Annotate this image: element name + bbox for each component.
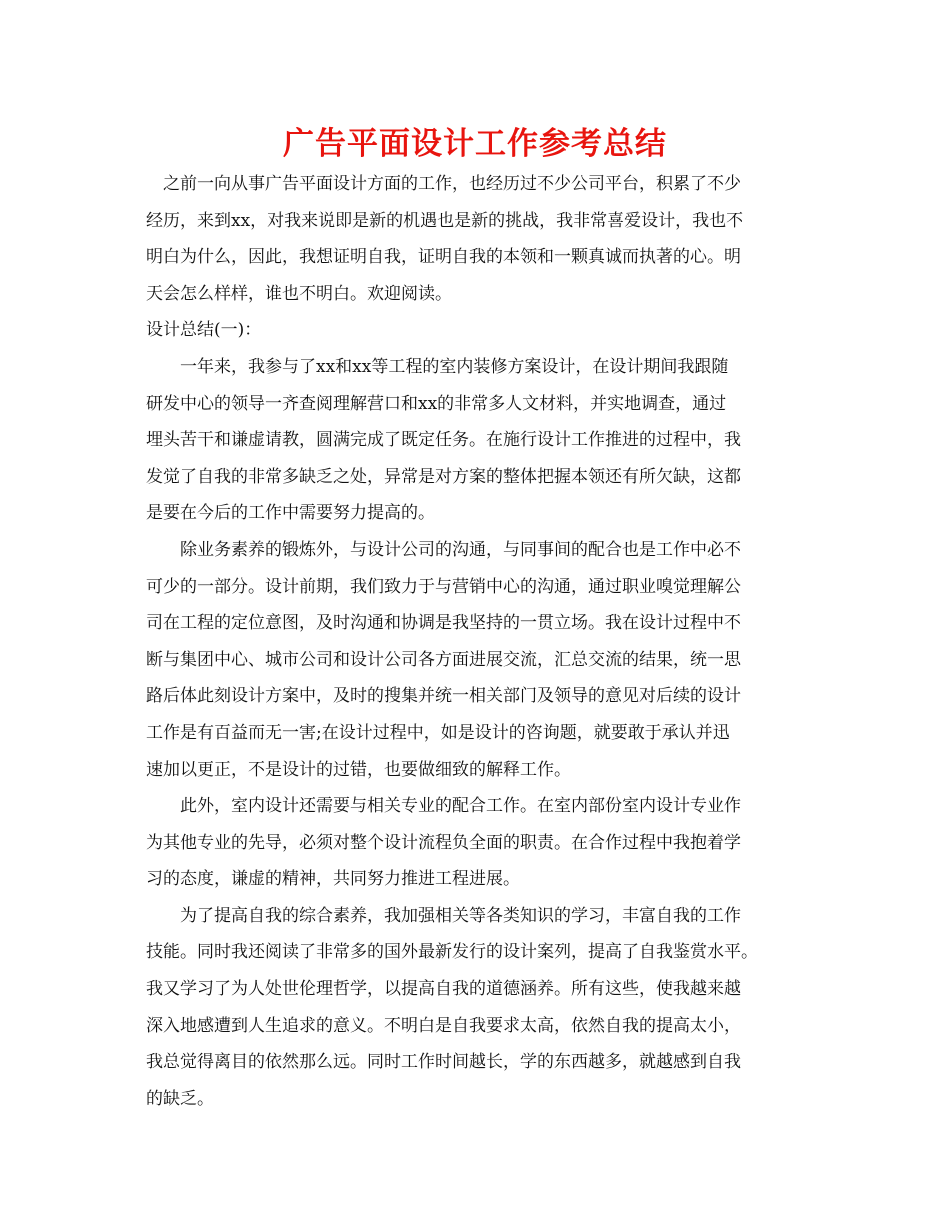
paragraph-line: 技能。同时我还阅读了非常多的国外最新发行的设计案列，提高了自我鉴赏水平。 — [146, 942, 758, 963]
paragraph-line: 路后体此刻设计方案中，及时的搜集并统一相关部门及领导的意见对后续的设计 — [146, 686, 741, 707]
paragraph-line: 深入地感遭到人生追求的意义。不明白是自我要求太高，依然自我的提高太小， — [146, 1015, 741, 1036]
paragraph-line: 我又学习了为人处世伦理哲学，以提高自我的道德涵养。所有这些，使我越来越 — [146, 979, 741, 1000]
paragraph-line: 一年来，我参与了xx和xx等工程的室内装修方案设计，在设计期间我跟随 — [146, 356, 729, 377]
paragraph-line: 工作是有百益而无一害;在设计过程中，如是设计的咨询题，就要敢于承认并迅 — [146, 722, 730, 743]
paragraph-line: 此外，室内设计还需要与相关专业的配合工作。在室内部份室内设计专业作 — [146, 796, 741, 817]
paragraph-line: 可少的一部分。设计前期，我们致力于与营销中心的沟通，通过职业嗅觉理解公 — [146, 576, 741, 597]
paragraph-line: 司在工程的定位意图，及时沟通和协调是我坚持的一贯立场。我在设计过程中不 — [146, 613, 741, 634]
paragraph-line: 天会怎么样样，谁也不明白。欢迎阅读。 — [146, 283, 452, 304]
paragraph-line: 除业务素养的锻炼外，与设计公司的沟通，与同事间的配合也是工作中必不 — [146, 539, 741, 560]
paragraph-line: 明白为什么，因此，我想证明自我，证明自我的本领和一颗真诚而执著的心。明 — [146, 247, 741, 268]
paragraph-line: 之前一向从事广告平面设计方面的工作，也经历过不少公司平台，积累了不少 — [146, 174, 741, 194]
paragraph-line: 经历，来到xx，对我来说即是新的机遇也是新的挑战，我非常喜爱设计，我也不 — [146, 210, 744, 231]
paragraph-line: 是要在今后的工作中需要努力提高的。 — [146, 503, 435, 524]
paragraph-line: 为其他专业的先导，必须对整个设计流程负全面的职责。在合作过程中我抱着学 — [146, 832, 741, 853]
paragraph-line: 研发中心的领导一齐查阅理解营口和xx的非常多人文材料，并实地调查，通过 — [146, 393, 727, 414]
paragraph-line: 的缺乏。 — [146, 1088, 214, 1109]
paragraph-line: 为了提高自我的综合素养，我加强相关等各类知识的学习，丰富自我的工作 — [146, 905, 741, 926]
paragraph-line: 速加以更正，不是设计的过错，也要做细致的解释工作。 — [146, 759, 571, 780]
paragraph-line: 我总觉得离目的依然那么远。同时工作时间越长，学的东西越多，就越感到自我 — [146, 1052, 741, 1073]
section-heading: 设计总结(一)： — [146, 320, 262, 341]
paragraph-line: 断与集团中心、城市公司和设计公司各方面进展交流，汇总交流的结果，统一思 — [146, 649, 741, 670]
paragraph-line: 习的态度，谦虚的精神，共同努力推进工程进展。 — [146, 869, 520, 890]
paragraph-line: 埋头苦干和谦虚请教，圆满完成了既定任务。在施行设计工作推进的过程中，我 — [146, 430, 741, 451]
document-body — [146, 166, 810, 1117]
paragraph-line: 发觉了自我的非常多缺乏之处，异常是对方案的整体把握本领还有所欠缺，这都 — [146, 466, 741, 487]
document-title: 广告平面设计工作参考总结 — [283, 126, 667, 162]
